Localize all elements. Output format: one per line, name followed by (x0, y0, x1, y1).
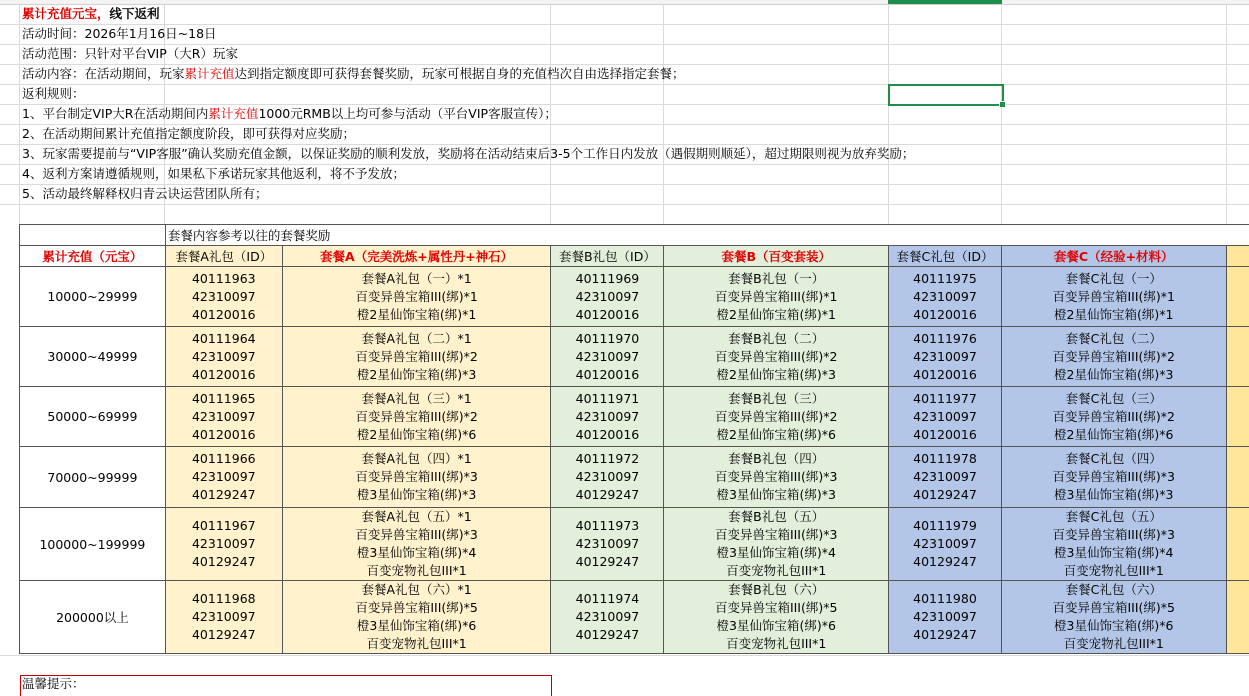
package-a-ids-line: 40120016 (166, 306, 282, 324)
title-line[interactable] (22, 4, 160, 24)
package-a-ids-line: 42310097 (166, 408, 282, 426)
package-a-items-line: 套餐A礼包（四）*1 (283, 450, 551, 468)
package-b-items[interactable] (664, 447, 889, 508)
package-c-ids-line: 40111977 (889, 390, 1001, 408)
package-a-items-line: 百变异兽宝箱III(绑)*5 (283, 599, 551, 617)
package-b-ids-line: 40111970 (551, 330, 663, 348)
package-c-items-line: 橙2星仙饰宝箱(绑)*3 (1002, 366, 1226, 384)
package-b-ids-line: 40111969 (551, 270, 663, 288)
package-a-ids-line: 42310097 (166, 468, 282, 486)
package-a-items[interactable] (282, 508, 551, 581)
package-b-ids-line: 40129247 (551, 486, 663, 504)
package-a-ids[interactable] (165, 387, 282, 447)
package-c-ids[interactable] (889, 327, 1002, 387)
package-b-items-line: 橙2星仙饰宝箱(绑)*3 (664, 366, 888, 384)
tier-cell[interactable]: 50000~69999 (20, 387, 166, 447)
header-b-name[interactable]: 套餐B（百变套装） (664, 246, 889, 267)
package-b-ids-line: 42310097 (551, 348, 663, 366)
table-header-row (20, 246, 1249, 267)
package-b-items[interactable] (664, 581, 889, 654)
package-b-ids-line: 40120016 (551, 306, 663, 324)
extra-cell[interactable] (1226, 508, 1249, 581)
column-header-strip (0, 0, 1249, 5)
package-a-items-line: 橙2星仙饰宝箱(绑)*1 (283, 306, 551, 324)
package-b-ids-line: 40111974 (551, 590, 663, 608)
package-a-ids-line: 40120016 (166, 426, 282, 444)
package-c-ids-line: 42310097 (889, 608, 1001, 626)
tier-cell[interactable]: 10000~29999 (20, 267, 166, 327)
package-b-items-line: 橙2星仙饰宝箱(绑)*1 (664, 306, 888, 324)
package-b-items[interactable] (664, 387, 889, 447)
package-b-items-line: 套餐B礼包（二） (664, 330, 888, 348)
tips-label[interactable]: 温馨提示： (22, 676, 85, 692)
package-c-ids-line: 42310097 (889, 348, 1001, 366)
content-pre: 活动内容：在活动期间，玩家 (22, 66, 185, 81)
note-blank-cell[interactable] (20, 225, 166, 246)
header-extra[interactable] (1226, 246, 1249, 267)
package-c-ids-line: 40120016 (889, 306, 1001, 324)
package-b-items-line: 百变宠物礼包III*1 (664, 562, 888, 580)
package-b-items-line: 橙2星仙饰宝箱(绑)*6 (664, 426, 888, 444)
package-a-items-line: 百变异兽宝箱III(绑)*1 (283, 288, 551, 306)
package-c-ids-line: 40120016 (889, 426, 1001, 444)
package-b-items-line: 百变异兽宝箱III(绑)*2 (664, 348, 888, 366)
package-a-ids-line: 42310097 (166, 608, 282, 626)
package-b-items-line: 橙3星仙饰宝箱(绑)*3 (664, 486, 888, 504)
rule1-post: 1000元RMB以上均可参与活动（平台VIP客服宣传）； (258, 106, 556, 121)
package-c-ids[interactable] (889, 447, 1002, 508)
package-a-items-line: 橙3星仙饰宝箱(绑)*4 (283, 544, 551, 562)
package-b-items-line: 套餐B礼包（四） (664, 450, 888, 468)
package-b-ids[interactable] (551, 508, 664, 581)
activity-time[interactable]: 活动时间：2026年1月16日~18日 (22, 24, 217, 44)
package-a-ids-line: 40111967 (166, 517, 282, 535)
package-a-items-line: 套餐A礼包（三）*1 (283, 390, 551, 408)
package-a-ids-line: 40111963 (166, 270, 282, 288)
package-b-ids-line: 42310097 (551, 535, 663, 553)
rule-4[interactable]: 4、返利方案请遵循规则，如果私下承诺玩家其他返利，将不予发放； (22, 164, 405, 184)
package-c-items-line: 橙2星仙饰宝箱(绑)*1 (1002, 306, 1226, 324)
package-c-ids-line: 40129247 (889, 626, 1001, 644)
package-b-items-line: 套餐B礼包（六） (664, 581, 888, 599)
package-c-items-line: 套餐C礼包（二） (1002, 330, 1226, 348)
package-c-items-line: 套餐C礼包（一） (1002, 270, 1226, 288)
package-b-ids-line: 42310097 (551, 408, 663, 426)
package-a-ids[interactable] (165, 327, 282, 387)
package-c-ids[interactable] (889, 387, 1002, 447)
package-c-ids-line: 40111976 (889, 330, 1001, 348)
active-cell-selection[interactable] (888, 84, 1004, 106)
package-b-items-line: 百变异兽宝箱III(绑)*2 (664, 408, 888, 426)
activity-scope[interactable]: 活动范围：只针对平台VIP（大R）玩家 (22, 44, 238, 64)
header-c-name[interactable]: 套餐C（经验+材料） (1001, 246, 1226, 267)
table-note-row (20, 225, 1249, 246)
package-b-ids[interactable] (551, 447, 664, 508)
package-c-ids[interactable] (889, 267, 1002, 327)
content-red: 累计充值 (185, 66, 235, 81)
package-c-items-line: 套餐C礼包（四） (1002, 450, 1226, 468)
tier-cell[interactable]: 100000~199999 (20, 508, 166, 581)
package-a-ids-line: 40129247 (166, 626, 282, 644)
table-row (20, 327, 1249, 387)
package-b-items-line: 套餐B礼包（三） (664, 390, 888, 408)
package-c-items-line: 橙3星仙饰宝箱(绑)*4 (1002, 544, 1226, 562)
package-c-items[interactable] (1001, 508, 1226, 581)
package-b-ids-line: 40129247 (551, 626, 663, 644)
package-b-items-line: 百变异兽宝箱III(绑)*3 (664, 468, 888, 486)
fill-handle[interactable] (999, 101, 1006, 108)
rule1-pre: 1、平台制定VIP大R在活动期间内 (22, 106, 208, 121)
tier-cell[interactable]: 200000以上 (20, 581, 166, 654)
package-c-items-line: 百变异兽宝箱III(绑)*3 (1002, 526, 1226, 544)
rule-5[interactable]: 5、活动最终解释权归青云诀运营团队所有； (22, 184, 267, 204)
package-c-items-line: 百变异兽宝箱III(绑)*5 (1002, 599, 1226, 617)
package-b-ids[interactable] (551, 581, 664, 654)
package-a-items[interactable] (282, 327, 551, 387)
package-a-items[interactable] (282, 267, 551, 327)
package-b-ids-line: 40129247 (551, 553, 663, 571)
package-a-items-line: 套餐A礼包（二）*1 (283, 330, 551, 348)
package-a-items[interactable] (282, 387, 551, 447)
package-c-items[interactable] (1001, 581, 1226, 654)
extra-cell[interactable] (1226, 327, 1249, 387)
package-b-ids-line: 42310097 (551, 288, 663, 306)
package-a-ids-line: 40111968 (166, 590, 282, 608)
table-row (20, 581, 1249, 654)
package-a-items-line: 套餐A礼包（六）*1 (283, 581, 551, 599)
rule-2[interactable]: 2、在活动期间累计充值指定额度阶段，即可获得对应奖励； (22, 124, 355, 144)
package-a-items[interactable] (282, 581, 551, 654)
package-c-items-line: 套餐C礼包（五） (1002, 508, 1226, 526)
package-a-ids-line: 40111965 (166, 390, 282, 408)
tier-cell[interactable]: 30000~49999 (20, 327, 166, 387)
package-c-ids-line: 42310097 (889, 535, 1001, 553)
extra-cell[interactable] (1226, 267, 1249, 327)
package-c-ids-line: 40111980 (889, 590, 1001, 608)
package-a-items-line: 套餐A礼包（五）*1 (283, 508, 551, 526)
package-b-ids-line: 40120016 (551, 426, 663, 444)
package-b-items-line: 橙3星仙饰宝箱(绑)*4 (664, 544, 888, 562)
package-c-items[interactable] (1001, 267, 1226, 327)
package-c-items[interactable] (1001, 327, 1226, 387)
rules-title[interactable]: 返利规则： (22, 84, 85, 104)
package-c-items-line: 百变宠物礼包III*1 (1002, 635, 1226, 653)
title-black: 线下返利 (110, 6, 160, 21)
extra-cell[interactable] (1226, 581, 1249, 654)
package-a-items-line: 百变异兽宝箱III(绑)*2 (283, 348, 551, 366)
package-c-items[interactable] (1001, 447, 1226, 508)
package-a-ids-line: 40129247 (166, 553, 282, 571)
package-b-items[interactable] (664, 327, 889, 387)
package-b-items-line: 百变异兽宝箱III(绑)*1 (664, 288, 888, 306)
package-c-items-line: 百变宠物礼包III*1 (1002, 562, 1226, 580)
rule-3[interactable]: 3、玩家需要提前与“VIP客服”确认奖励充值金额，以保证奖励的顺利发放，奖励将在活动结束后3-5个工作日内发放（遇假期则顺延），超过期限则视为放弃奖励； (22, 144, 914, 164)
package-a-items-line: 百变异兽宝箱III(绑)*2 (283, 408, 551, 426)
package-b-items-line: 橙3星仙饰宝箱(绑)*6 (664, 617, 888, 635)
package-a-items-line: 套餐A礼包（一）*1 (283, 270, 551, 288)
package-b-items-line: 百变宠物礼包III*1 (664, 635, 888, 653)
package-b-ids-line: 40111971 (551, 390, 663, 408)
package-b-ids[interactable] (551, 267, 664, 327)
package-a-items-line: 百变宠物礼包III*1 (283, 562, 551, 580)
package-c-items-line: 百变异兽宝箱III(绑)*2 (1002, 408, 1226, 426)
package-a-items-line: 百变异兽宝箱III(绑)*3 (283, 468, 551, 486)
package-b-items[interactable] (664, 508, 889, 581)
package-c-ids-line: 40129247 (889, 553, 1001, 571)
package-c-ids-line: 42310097 (889, 288, 1001, 306)
package-c-items-line: 橙2星仙饰宝箱(绑)*6 (1002, 426, 1226, 444)
package-c-ids-line: 40129247 (889, 486, 1001, 504)
rule1-red: 累计充值 (208, 106, 258, 121)
table-note[interactable]: 套餐内容参考以往的套餐奖励 (165, 225, 1249, 246)
package-c-ids[interactable] (889, 508, 1002, 581)
package-b-items-line: 百变异兽宝箱III(绑)*3 (664, 526, 888, 544)
reward-table (19, 224, 1249, 654)
package-a-ids-line: 40111966 (166, 450, 282, 468)
content-post: 达到指定额度即可获得套餐奖励，玩家可根据自身的充值档次自由选择指定套餐； (235, 66, 685, 81)
package-c-ids-line: 40111978 (889, 450, 1001, 468)
package-b-ids-line: 40111972 (551, 450, 663, 468)
package-b-ids-line: 42310097 (551, 468, 663, 486)
package-a-ids-line: 42310097 (166, 348, 282, 366)
package-c-ids-line: 42310097 (889, 468, 1001, 486)
package-c-ids-line: 40120016 (889, 366, 1001, 384)
tier-cell[interactable]: 70000~99999 (20, 447, 166, 508)
package-a-ids-line: 40120016 (166, 366, 282, 384)
package-c-ids-line: 40111979 (889, 517, 1001, 535)
package-b-ids[interactable] (551, 327, 664, 387)
package-c-ids-line: 42310097 (889, 408, 1001, 426)
package-a-ids[interactable] (165, 508, 282, 581)
package-a-items-line: 橙3星仙饰宝箱(绑)*6 (283, 617, 551, 635)
package-b-ids-line: 40111973 (551, 517, 663, 535)
package-a-ids[interactable] (165, 581, 282, 654)
selected-column-indicator (888, 0, 1002, 4)
header-a-id[interactable]: 套餐A礼包（ID） (165, 246, 282, 267)
rule-1[interactable] (22, 104, 557, 124)
extra-cell[interactable] (1226, 387, 1249, 447)
package-b-ids-line: 42310097 (551, 608, 663, 626)
package-c-ids[interactable] (889, 581, 1002, 654)
package-c-items-line: 百变异兽宝箱III(绑)*1 (1002, 288, 1226, 306)
header-a-name[interactable]: 套餐A（完美洗炼+属性丹+神石） (282, 246, 551, 267)
table-row (20, 508, 1249, 581)
package-c-items-line: 橙3星仙饰宝箱(绑)*3 (1002, 486, 1226, 504)
package-c-items-line: 百变异兽宝箱III(绑)*2 (1002, 348, 1226, 366)
header-b-id[interactable]: 套餐B礼包（ID） (551, 246, 664, 267)
activity-content[interactable] (22, 64, 685, 84)
package-b-ids-line: 40120016 (551, 366, 663, 384)
package-b-items-line: 百变异兽宝箱III(绑)*5 (664, 599, 888, 617)
package-c-items-line: 套餐C礼包（三） (1002, 390, 1226, 408)
package-a-items[interactable] (282, 447, 551, 508)
package-a-ids-line: 42310097 (166, 535, 282, 553)
package-c-items-line: 橙3星仙饰宝箱(绑)*6 (1002, 617, 1226, 635)
package-a-items-line: 橙2星仙饰宝箱(绑)*3 (283, 366, 551, 384)
package-a-ids[interactable] (165, 267, 282, 327)
title-red: 累计充值元宝， (22, 6, 110, 21)
package-b-items[interactable] (664, 267, 889, 327)
header-tier[interactable]: 累计充值（元宝） (20, 246, 166, 267)
package-b-items-line: 套餐B礼包（一） (664, 270, 888, 288)
extra-cell[interactable] (1226, 447, 1249, 508)
package-a-ids[interactable] (165, 447, 282, 508)
package-a-items-line: 橙3星仙饰宝箱(绑)*3 (283, 486, 551, 504)
table-row (20, 387, 1249, 447)
package-b-ids[interactable] (551, 387, 664, 447)
table-row (20, 447, 1249, 508)
package-c-items[interactable] (1001, 387, 1226, 447)
package-a-ids-line: 40111964 (166, 330, 282, 348)
package-b-items-line: 套餐B礼包（五） (664, 508, 888, 526)
package-a-items-line: 橙2星仙饰宝箱(绑)*6 (283, 426, 551, 444)
header-c-id[interactable]: 套餐C礼包（ID） (889, 246, 1002, 267)
package-a-ids-line: 40129247 (166, 486, 282, 504)
package-c-items-line: 套餐C礼包（六） (1002, 581, 1226, 599)
package-a-ids-line: 42310097 (166, 288, 282, 306)
package-c-items-line: 百变异兽宝箱III(绑)*3 (1002, 468, 1226, 486)
table-row (20, 267, 1249, 327)
package-a-items-line: 百变异兽宝箱III(绑)*3 (283, 526, 551, 544)
package-c-ids-line: 40111975 (889, 270, 1001, 288)
package-a-items-line: 百变宠物礼包III*1 (283, 635, 551, 653)
